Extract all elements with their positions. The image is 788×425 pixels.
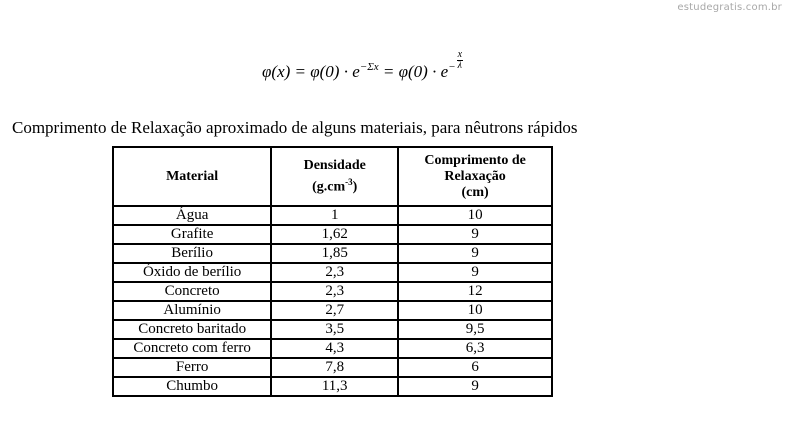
cell-density: 2,7 [271,301,398,320]
cell-material: Água [113,206,271,225]
cell-density: 1,85 [271,244,398,263]
cell-material: Óxido de berílio [113,263,271,282]
cell-length: 10 [398,301,552,320]
cell-length: 12 [398,282,552,301]
cell-material: Chumbo [113,377,271,396]
cell-length: 6 [398,358,552,377]
watermark: estudegratis.com.br [677,2,782,13]
table-row [113,225,552,244]
table-row [113,377,552,396]
cell-length: 6,3 [398,339,552,358]
header-density: Densidade $(g.cm^{-3})$ [271,147,398,206]
formula-exponent-1: −Σx [359,61,379,73]
formula-part-2: = φ(0) · e [378,62,449,81]
relaxation-length-table [112,146,553,397]
cell-material: Berílio [113,244,271,263]
formula-exponent-fraction [457,50,463,71]
table-row [113,339,552,358]
cell-density: 2,3 [271,282,398,301]
table-row [113,320,552,339]
cell-density: 11,3 [271,377,398,396]
table-header-row [113,147,552,206]
table-row [113,358,552,377]
table-row [113,206,552,225]
cell-density: 1,62 [271,225,398,244]
formula-exponent-2-sign: − [448,61,456,73]
cell-material: Alumínio [113,301,271,320]
header-relaxation-length: Comprimento de Relaxação (cm) [398,147,552,206]
cell-length: 9 [398,377,552,396]
cell-density: 1 [271,206,398,225]
fraction-denominator: λ [457,60,462,71]
cell-density: 4,3 [271,339,398,358]
cell-length: 9 [398,225,552,244]
cell-length: 9,5 [398,320,552,339]
table-row [113,244,552,263]
cell-material: Grafite [113,225,271,244]
cell-material: Concreto com ferro [113,339,271,358]
cell-length: 9 [398,244,552,263]
relaxation-formula [262,50,463,82]
cell-density: 3,5 [271,320,398,339]
cell-material: Concreto [113,282,271,301]
table-row [113,301,552,320]
formula-part-1: φ(x) = φ(0) · e [262,62,360,81]
table-row [113,263,552,282]
cell-length: 10 [398,206,552,225]
table-caption: Comprimento de Relaxação aproximado de alguns materiais, para nêutrons rápidos [12,118,578,137]
cell-density: 7,8 [271,358,398,377]
table-row [113,282,552,301]
cell-length: 9 [398,263,552,282]
cell-density: 2,3 [271,263,398,282]
cell-material: Ferro [113,358,271,377]
cell-material: Concreto baritado [113,320,271,339]
header-material: Material [113,147,271,206]
fraction-numerator: x [457,49,463,60]
